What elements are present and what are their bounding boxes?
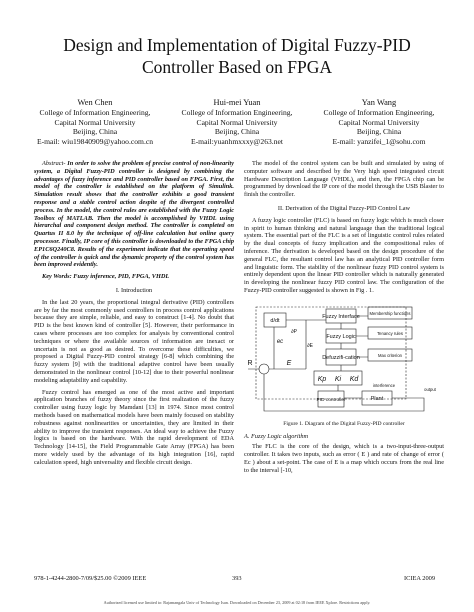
max-label: Max criterion <box>378 352 402 358</box>
author-city: Beijing, China <box>356 127 402 137</box>
kd-label: Kd <box>349 375 359 383</box>
figure-caption: Figure 1. Diagram of the Digital Fuzzy-PID controller <box>283 420 405 427</box>
author-block-2 <box>162 98 312 146</box>
author-name: Hui-mei Yuan <box>213 98 261 107</box>
fuzzy-interface-label: Fuzzy Interface <box>322 313 360 320</box>
left-column <box>34 160 234 470</box>
dp-label: ∂P <box>291 328 297 335</box>
dedt-label: d/dt <box>270 317 280 324</box>
footer-page: 393 <box>232 575 242 582</box>
paragraph: The FLC is the core of the design, which is a two-input-three-output controller. It takes two inputs, such as error ( E ) and rate of change of error ( Ec ) about a set-point. The case of E is a map which occurs from the real line to the interval [-10, <box>244 443 444 474</box>
subsection-heading: A. Fuzzy Logic algorithm <box>244 432 309 440</box>
author-univ: Capital Normal University <box>338 117 420 127</box>
abstract-text: In order to solve the problem of precise control of non-linearity system, a Digital Fuzzy-PID controller is designed by combining the advantages of fuzzy inference and PID controller based on FPGA. First, the model of the controller is established on the platform of Simulink. Simulation result shows that the controller exhibits a good transient response and a stable control action despite of the divergent controlled process. In the model, the control rules are established with the Fuzzy Logic Toolbox of MATLAB. Then the model is accomplished by VHDL using hierarchal and component design method. The controller is completed on Quartus II 8.0 by the technique of off-line calculation but online query processor. Finally, IP core of this controller is downloaded to the FPGA chip EP1C6Q240C8. Results of the experiment indicate that the operating speed of the controller is quick and the dynamic property of the control system has been improved evidently. <box>34 160 234 269</box>
license-note: Authorized licensed use limited to: Rajamangala Univ of Technology Isan. Downloaded on December 23, 2009 at 02:18 from IEEE Xplore. Restrictions apply. <box>103 600 371 605</box>
defuzz-label: Defuzzifi-cation <box>322 354 360 361</box>
fuzzy-logic-label: Fuzzy Logic <box>326 333 356 340</box>
tenancy-label: Tenancy rules <box>377 330 403 336</box>
plant-label: Plant <box>370 395 384 402</box>
de-label: ∂E <box>307 342 313 349</box>
author-email: E-mail:yuanhmxxxy@263.net <box>191 136 283 146</box>
author-name: Yan Wang <box>361 98 397 107</box>
output-label: output <box>424 386 436 392</box>
abstract-label: Abstract- <box>42 160 66 167</box>
author-city: Beijing, China <box>72 127 118 137</box>
author-email: E-mail: wiu19840909@yahoo.com.cn <box>36 136 154 146</box>
e-label: E <box>286 359 292 367</box>
author-block-3 <box>304 98 454 146</box>
author-name: Wen Chen <box>77 98 113 107</box>
paragraph: In the last 20 years, the proportional integral derivative (PID) controllers are by far the most commonly used controllers in process control applications because they are simple, reliable, and easy to construct [1-4]. No doubt that PID is the best known kind of controller [5]. However, their performance in cases where processes are too complex for analysis by conventional control techniques or where the available sources of information are inexact or uncertain is not as good as desired. To overcome these difficulties, we proposed a Digital Fuzzy-PID control strategy [6-8] which combining the fuzzy system [9] with the traditional adaptive control have been usually demonstrated in the nonlinear control [10-12] due to their powerful nonlinear modeling adaptability and capability. <box>34 298 234 384</box>
footer-conference: ICIEA 2009 <box>404 575 436 582</box>
paragraph: The model of the control system can be built and simulated by using of computer software and described by the Very high speed integrated circuit Hardware Description Language (VHDL), and then, the FPGA chip can be programmed by download the IP core of the model through the USB Blaster to finish the controller. <box>244 160 444 199</box>
paper-title: Design and Implementation of Digital Fuzzy-PID Controller Based on FPGA <box>63 35 411 77</box>
author-email: E-mail: yanzifei_1@sohu.com <box>332 136 426 146</box>
ki-label: Ki <box>334 375 342 383</box>
controller-diagram <box>244 299 444 419</box>
author-dept: College of Information Engineering, <box>181 108 293 118</box>
figure-1 <box>244 299 444 419</box>
ec-label: ec <box>276 338 284 345</box>
right-column <box>244 160 444 479</box>
author-dept: College of Information Engineering, <box>323 108 435 118</box>
interference-label: interference <box>372 382 396 388</box>
paragraph: Fuzzy control has emerged as one of the most active and important application branches of fuzzy theory since the first realization of the fuzzy controller using fuzzy logic by Mamdani [13] in 1974. Since most control methods based on mathematical models have been mainly focused on stability robustness against nonlinearities or uncertainties, they are limited in their ability to improve the transient responses. An ideal way to achieve the Fuzzy logics is based on the hardware. With the rapid development of EDA Technology [14-15], the Field Programmable Gate Array (FPGA) has been more widely used by the advantage of its high integration [16], rapid calculation speed, high universality and flexible circuit design. <box>34 388 234 466</box>
section-heading: II. Derivation of the Digital Fuzzy-PID Control Law <box>277 204 411 212</box>
author-block-1 <box>20 98 170 146</box>
footer-isbn: 978-1-4244-2800-7/09/$25.00 ©2009 IEEE <box>34 575 147 582</box>
section-heading: I. Introduction <box>115 286 153 294</box>
membership-label: Membership functions <box>369 310 411 316</box>
kp-label: Kp <box>317 375 327 383</box>
author-dept: College of Information Engineering, <box>39 108 151 118</box>
author-univ: Capital Normal University <box>54 117 136 127</box>
paragraph: A fuzzy logic controller (FLC) is based on fuzzy logic which is much closer in spirit to human thinking and natural language than the traditional logical system. The essential part of the FLC is a set of linguistic control rules related by the dual concepts of fuzzy implication and the compositional rules of inference. The derivation is developed based on the design procedure of the general FLC, the resultant control law has an analytical PID controller form and linguistic form. The stability of the nonlinear fuzzy PID control system is entirely dependent upon the linear PID controller which is naturally generated in developing the nonlinear fuzzy PID control law. The configuration of the Fuzzy-PID controller suggested is shown in Fig . 1. <box>244 216 444 294</box>
keywords: Key Words: Fuzzy inference, PID, FPGA, VHDL <box>42 273 170 281</box>
pid-label: PID controller <box>316 397 346 403</box>
author-city: Beijing, China <box>214 127 260 137</box>
summing-junction <box>259 364 269 374</box>
abstract <box>34 160 234 269</box>
author-univ: Capital Normal University <box>196 117 278 127</box>
r-label: R <box>247 359 253 367</box>
